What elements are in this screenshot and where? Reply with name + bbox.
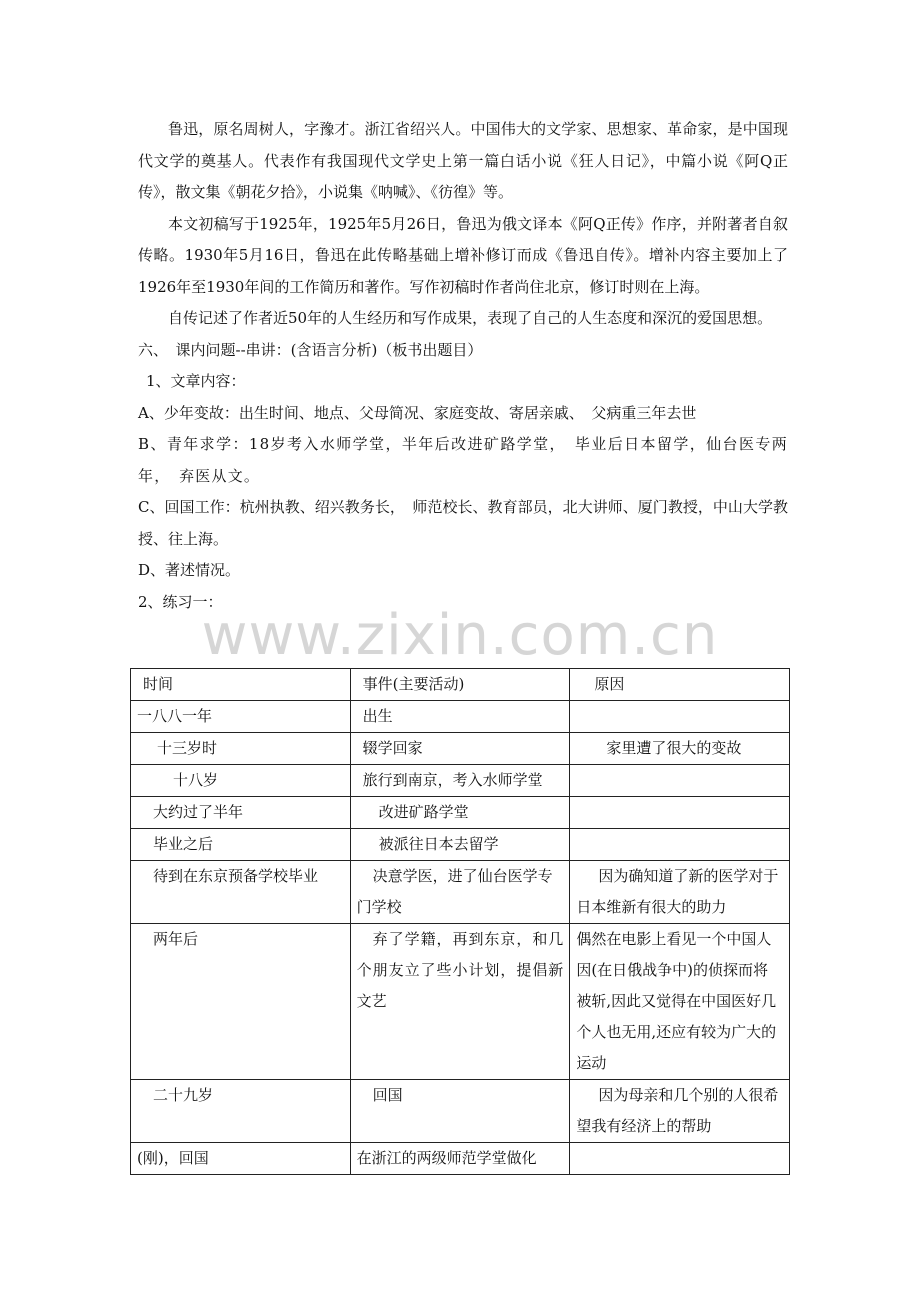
section-heading: 六、 课内问题--串讲：(含语言分析)（板书出题目） xyxy=(138,340,483,359)
table-row xyxy=(131,701,790,733)
events-table xyxy=(130,668,790,1175)
intro-paragraph-1: 鲁迅，原名周树人，字豫才。浙江省绍兴人。中国伟大的文学家、思想家、革命家，是中国现代文学的奠基人。代表作有我国现代文学史上第一篇白话小说《狂人日记》，中篇小说《阿Q正传》，散文集《朝花夕拾》，小说集《呐喊》、《彷徨》等。 xyxy=(138,120,788,201)
table-header-row xyxy=(131,669,790,701)
intro-paragraph-2: 本文初稿写于1925年，1925年5月26日，鲁迅为俄文译本《阿Q正传》作序，并附著者自叙传略。1930年5月16日，鲁迅在此传略基础上增补修订而成《鲁迅自传》。增补内容主要加上了1926年至1930年间的工作简历和著作。写作初稿时作者尚住北京，修订时则在上海。 xyxy=(138,214,788,296)
table-row xyxy=(131,765,790,797)
content-item-d: D、著述情况。 xyxy=(138,561,241,579)
cell-event: 出生 xyxy=(350,701,570,733)
watermark: www.zixin.com.cn xyxy=(201,603,719,668)
subheading-exercise: 2、练习一： xyxy=(138,592,223,611)
content-item-c: C、回国工作：杭州执教、绍兴教务长， 师范校长、教育部员，北大讲师、厦门教授，中山大学教授、往上海。 xyxy=(138,498,788,548)
cell-reason xyxy=(570,765,790,797)
cell-reason: 因为确知道了新的医学对于日本维新有很大的助力 xyxy=(570,861,790,924)
cell-reason: 因为母亲和几个别的人很希望我有经济上的帮助 xyxy=(570,1080,790,1143)
table-row xyxy=(131,1143,790,1175)
document-body xyxy=(138,114,788,618)
cell-time: 十三岁时 xyxy=(131,733,351,765)
content-item-b: B、青年求学：18岁考入水师学堂，半年后改进矿路学堂， 毕业后日本留学，仙台医专两年， 弃医从文。 xyxy=(138,435,788,485)
table-row xyxy=(131,861,790,924)
cell-reason: 偶然在电影上看见一个中国人因(在日俄战争中)的侦探而将被斩,因此又觉得在中国医好几个人也无用,还应有较为广大的运动 xyxy=(570,924,790,1080)
cell-time: 十八岁 xyxy=(131,765,351,797)
cell-time: (刚)，回国 xyxy=(131,1143,351,1175)
cell-event: 在浙江的两级师范学堂做化 xyxy=(350,1143,570,1175)
cell-event: 弃了学籍，再到东京，和几个朋友立了些小计划，提倡新文艺 xyxy=(350,924,570,1080)
cell-time: 两年后 xyxy=(131,924,351,1080)
table-row xyxy=(131,1080,790,1143)
cell-reason: 家里遭了很大的变故 xyxy=(570,733,790,765)
intro-paragraph-3: 自传记述了作者近50年的人生经历和写作成果，表现了自己的人生态度和深沉的爱国思想。 xyxy=(168,309,773,327)
cell-time: 待到在东京预备学校毕业 xyxy=(131,861,351,924)
cell-event: 改进矿路学堂 xyxy=(350,797,570,829)
header-time: 时间 xyxy=(131,669,351,701)
cell-reason xyxy=(570,701,790,733)
header-reason: 原因 xyxy=(570,669,790,701)
header-event: 事件(主要活动) xyxy=(350,669,570,701)
cell-event: 旅行到南京，考入水师学堂 xyxy=(350,765,570,797)
subheading-content: 1、文章内容： xyxy=(146,372,246,390)
cell-time: 一八八一年 xyxy=(131,701,351,733)
table-row xyxy=(131,797,790,829)
cell-reason xyxy=(570,829,790,861)
cell-event: 辍学回家 xyxy=(350,733,570,765)
cell-time: 毕业之后 xyxy=(131,829,351,861)
cell-reason xyxy=(570,797,790,829)
table-row xyxy=(131,829,790,861)
cell-event: 决意学医，进了仙台医学专门学校 xyxy=(350,861,570,924)
cell-event: 被派往日本去留学 xyxy=(350,829,570,861)
cell-time: 大约过了半年 xyxy=(131,797,351,829)
cell-reason xyxy=(570,1143,790,1175)
table-row xyxy=(131,733,790,765)
cell-time: 二十九岁 xyxy=(131,1080,351,1143)
table-row xyxy=(131,924,790,1080)
content-item-a: A、少年变故：出生时间、地点、父母简况、家庭变故、寄居亲戚、 父病重三年去世 xyxy=(138,403,697,422)
cell-event: 回国 xyxy=(350,1080,570,1143)
